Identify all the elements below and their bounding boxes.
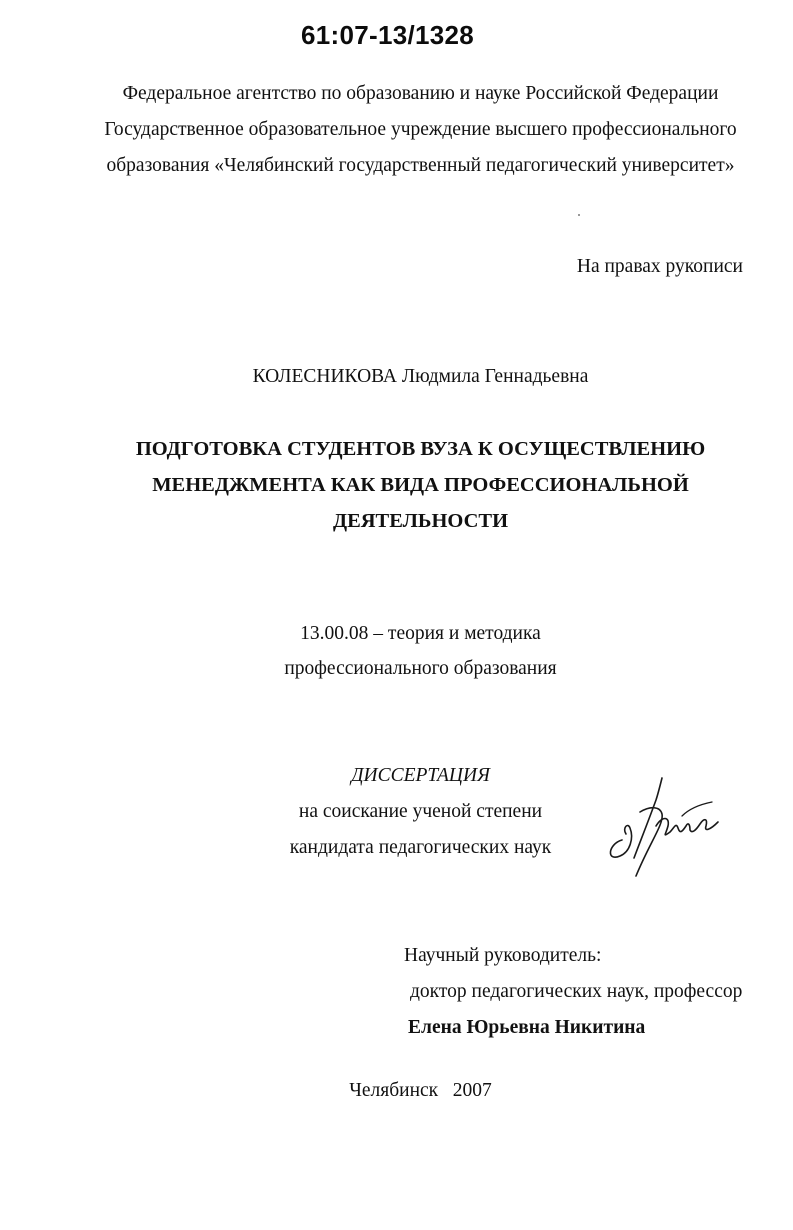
organization-line-2: Государственное образовательное учреждение высшего профессионального: [104, 119, 737, 140]
specialty-block: [0, 616, 793, 686]
manuscript-rights: На правах рукописи: [576, 256, 743, 277]
supervisor-block: [402, 938, 742, 1046]
document-code: 61:07-13/1328: [301, 20, 475, 50]
specialty-line-2: профессионального образования: [284, 658, 557, 679]
city-year: Челябинск 2007: [349, 1080, 492, 1101]
supervisor-degree: доктор педагогических наук, профессор: [410, 981, 743, 1002]
supervisor-name: Елена Юрьевна Никитина: [408, 1017, 646, 1038]
title-line-3: ДЕЯТЕЛЬНОСТИ: [332, 510, 509, 532]
organization-line-3: образования «Челябинский государственный педагогический университет»: [106, 155, 735, 176]
organization-line-1: Федеральное агентство по образованию и науке Российской Федерации: [122, 83, 719, 104]
supervisor-label: Научный руководитель:: [404, 945, 602, 966]
dissertation-title: [0, 431, 793, 539]
organization-block: [0, 76, 793, 184]
dissertation-line-2: кандидата педагогических наук: [289, 837, 552, 858]
handwritten-signature: [600, 772, 730, 882]
scan-speck: [578, 214, 580, 216]
author-name: КОЛЕСНИКОВА Людмила Геннадьевна: [252, 366, 589, 387]
title-line-2: МЕНЕДЖМЕНТА КАК ВИДА ПРОФЕССИОНАЛЬНОЙ: [152, 474, 689, 496]
dissertation-line-1: на соискание ученой степени: [298, 801, 543, 822]
specialty-line-1: 13.00.08 – теория и методика: [300, 623, 541, 644]
title-line-1: ПОДГОТОВКА СТУДЕНТОВ ВУЗА К ОСУЩЕСТВЛЕНИЮ: [135, 438, 706, 460]
dissertation-heading: ДИССЕРТАЦИЯ: [351, 765, 490, 786]
